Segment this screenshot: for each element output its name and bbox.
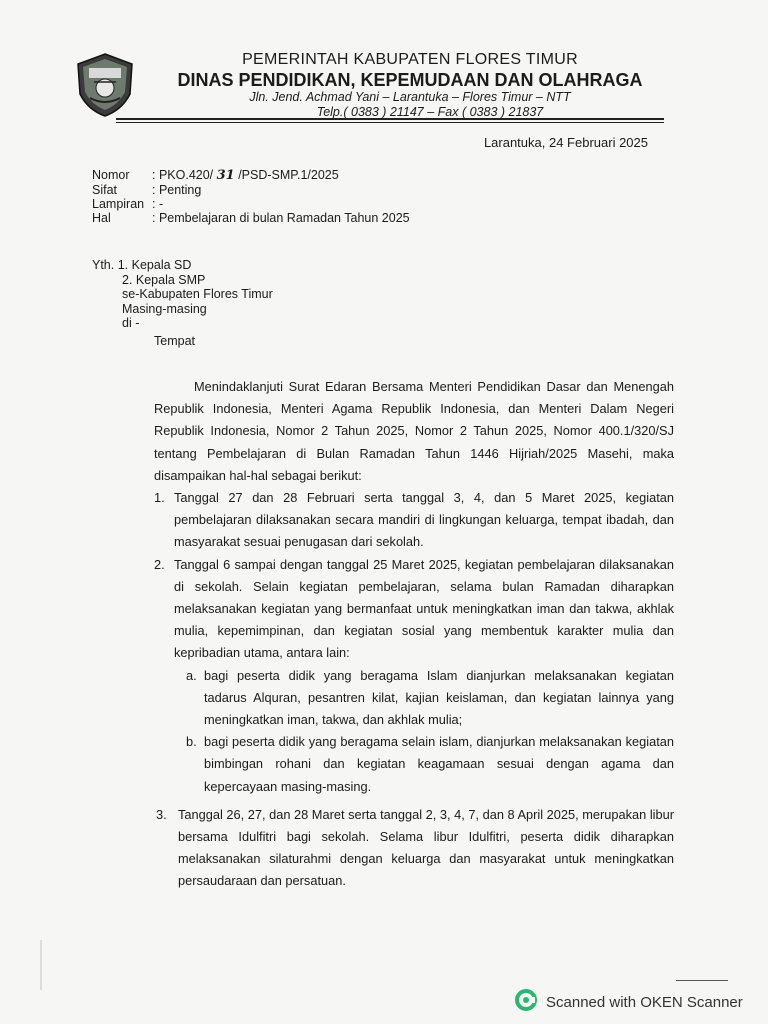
letterhead-phone: Telp.( 0383 ) 21147 – Fax ( 0383 ) 21837 (316, 105, 544, 119)
letter-body (154, 376, 674, 893)
sub-item-b (174, 731, 674, 798)
meta-lampiran-label: Lampiran (92, 197, 145, 211)
meta-nomor (92, 168, 410, 183)
list-item-1-number: 1. (154, 490, 165, 506)
recipient-line-4: Masing-masing (122, 301, 207, 316)
meta-nomor-prefix: : PKO.420/ (152, 168, 217, 182)
scan-margin-mark (40, 940, 42, 990)
meta-lampiran (92, 197, 410, 211)
sub-item-b-letter: b. (186, 734, 197, 750)
letterhead-government: PEMERINTAH KABUPATEN FLORES TIMUR (242, 51, 578, 68)
letterhead-rule-thick (116, 118, 664, 120)
meta-nomor-label: Nomor (92, 168, 130, 182)
recipient-line-1 (92, 258, 273, 273)
list-item-2-number: 2. (154, 556, 165, 572)
oken-scanner-icon (514, 988, 538, 1016)
scanner-watermark-text: Scanned with OKEN Scanner (546, 993, 743, 1011)
letterhead (150, 50, 670, 120)
body-intro: Menindaklanjuti Surat Edaran Bersama Menteri Pendidikan Dasar dan Menengah Republik Indonesia, Menteri Agama Republik Indonesia, dan Menteri Dalam Negeri Republik Indonesia, Nomor 2 Tahun 2025, Nomor 2 Tahun 2025, Nomor 400.1/320/SJ tentang Pembelajaran di Bulan Ramadan Tahun 1446 Hijriah/2025 Masehi, maka disampaikan hal-hal sebagai berikut: (154, 379, 674, 483)
sub-item-a-letter: a. (186, 667, 197, 683)
letterhead-rule-thin (116, 122, 664, 123)
recipient-line-3: se-Kabupaten Flores Timur (122, 287, 273, 301)
list-item-3-text: Tanggal 26, 27, dan 28 Maret serta tanggal 2, 3, 4, 7, dan 8 April 2025, merupakan libur bersama Idulfitri bagi sekolah. Selama libur Idulfitri, peserta didik diharapkan melaksanakan silaturahmi dengan keluarga dan masyarakat untuk meningkatkan persaudaraan dan persatuan. (178, 806, 674, 889)
letter-meta (92, 168, 410, 225)
list-item-2-text: Tanggal 6 sampai dengan tanggal 25 Maret 2025, kegiatan pembelajaran dilaksanakan di sekolah. Selain kegiatan pembelajaran, selama bulan Ramadan diharapkan melaksanakan kegiatan yang bermanfaat untuk meningkatkan iman dan takwa, akhlak mulia, kepemimpinan, dan kegiatan sosial yang membentuk karakter mulia dan kepribadian utama, antara lain: (174, 556, 674, 661)
signature-line (676, 980, 728, 981)
list-item-3 (156, 804, 674, 893)
recipient-block (92, 258, 273, 348)
meta-nomor-value (152, 168, 339, 183)
list-item-1-text: Tanggal 27 dan 28 Februari serta tanggal 3, 4, dan 5 Maret 2025, kegiatan pembelajaran dilaksanakan secara mandiri di lingkungan keluarga, tempat ibadah, dan masyarakat sesuai penugasan dari sekolah. (174, 490, 674, 550)
meta-nomor-suffix: /PSD-SMP.1/2025 (234, 168, 339, 182)
meta-sifat-value: : Penting (152, 183, 202, 197)
recipient-line-6: Tempat (154, 333, 195, 348)
sub-item-a-text: bagi peserta didik yang beragama Islam dianjurkan melaksanakan kegiatan tadarus Alquran, pesantren kilat, kajian keislaman, dan kegiatan lainnya yang meningkatkan iman, takwa, dan akhlak mulia; (204, 667, 674, 728)
regional-emblem-icon (72, 52, 138, 118)
sub-item-b-text: bagi peserta didik yang beragama selain islam, dianjurkan melaksanakan kegiatan bimbingan rohani dan kegiatan keagamaan sesuai dengan agama dan kepercayaan masing-masing. (204, 734, 674, 794)
meta-nomor-handwritten: 31 (216, 168, 235, 183)
scanner-watermark (514, 988, 743, 1016)
letterhead-department: DINAS PENDIDIKAN, KEPEMUDAAN DAN OLAHRAGA (177, 70, 643, 90)
sub-item-a (174, 665, 674, 732)
letter-date: Larantuka, 24 Februari 2025 (483, 135, 648, 150)
meta-hal (92, 211, 410, 225)
recipient-line-2: 2. Kepala SMP (122, 272, 206, 287)
meta-lampiran-value: : - (152, 197, 164, 211)
recipient-r1: 1. Kepala SD (117, 258, 192, 272)
letterhead-address: Jln. Jend. Achmad Yani – Larantuka – Flores Timur – NTT (249, 90, 571, 104)
meta-hal-value: : Pembelajaran di bulan Ramadan Tahun 2025 (152, 211, 410, 225)
list-item-2 (154, 554, 674, 665)
meta-hal-label: Hal (92, 211, 111, 225)
list-item-3-number: 3. (156, 806, 167, 822)
meta-sifat (92, 183, 410, 197)
recipient-line-5: di - (122, 316, 140, 330)
recipient-yth: Yth. (92, 258, 115, 272)
list-item-1 (154, 487, 674, 554)
meta-sifat-label: Sifat (92, 183, 118, 197)
